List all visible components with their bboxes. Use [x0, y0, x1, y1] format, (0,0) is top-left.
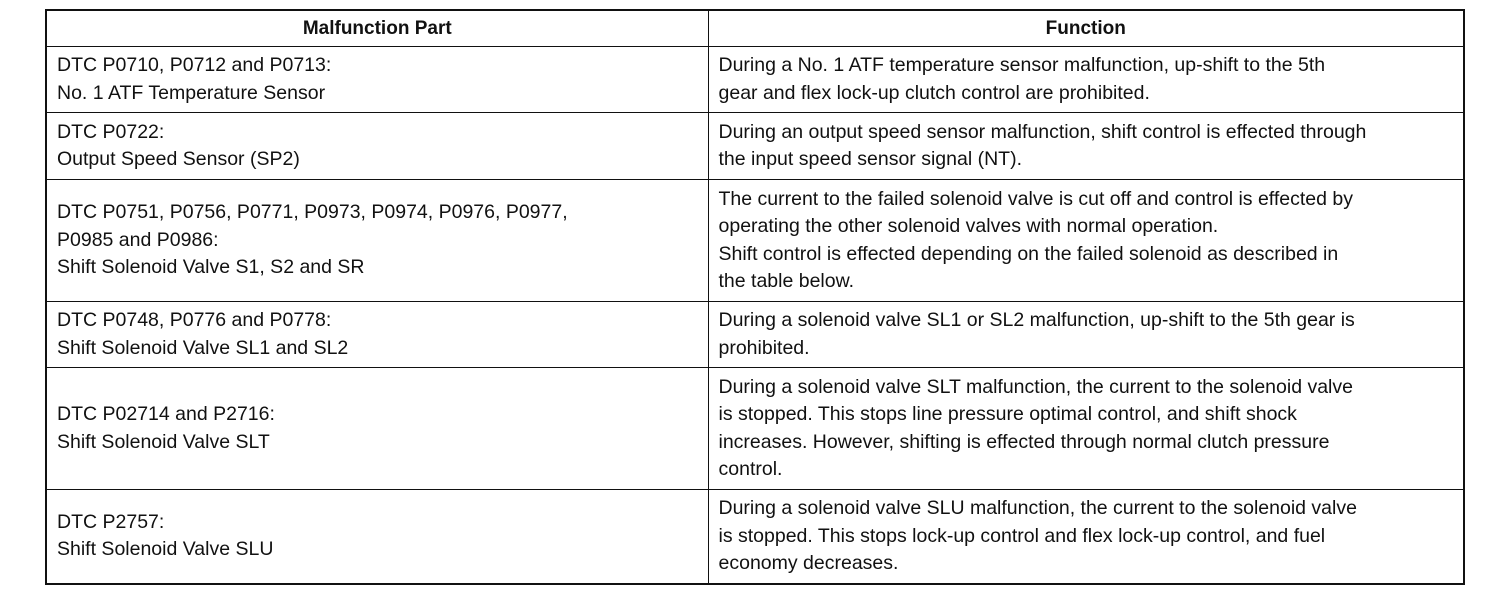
column-header-malfunction-part: Malfunction Part [46, 10, 708, 47]
part-line: DTC P2757: [57, 510, 165, 533]
table-row [46, 302, 1464, 368]
table-row [46, 490, 1464, 584]
part-line: Output Speed Sensor (SP2) [57, 148, 300, 170]
function-line: Shift control is effected depending on the failed solenoid as described in [718, 242, 1339, 265]
column-header-function: Function [708, 10, 1464, 47]
part-line: Shift Solenoid Valve SLU [57, 538, 274, 561]
part-line: DTC P0751, P0756, P0771, P0973, P0974, P0976, P0977, [57, 201, 568, 224]
function-line: During a solenoid valve SLU malfunction, the current to the solenoid valve [718, 497, 1357, 519]
part-line: Shift Solenoid Valve S1, S2 and SR [57, 256, 365, 279]
function-line: control. [718, 458, 783, 480]
malfunction-part-cell [46, 302, 708, 368]
malfunction-part-cell [46, 180, 708, 302]
function-cell [708, 368, 1464, 490]
function-line: prohibited. [718, 336, 810, 359]
malfunction-table [45, 9, 1465, 585]
part-line: DTC P0748, P0776 and P0778: [57, 309, 332, 331]
function-cell [708, 302, 1464, 368]
function-line: The current to the failed solenoid valve is cut off and control is effected by [718, 187, 1353, 210]
table-header-row [46, 10, 1464, 47]
function-cell [708, 47, 1464, 113]
function-line: During an output speed sensor malfunction, shift control is effected through [718, 120, 1367, 143]
function-line: is stopped. This stops line pressure optimal control, and shift shock [718, 403, 1297, 425]
table-row [46, 180, 1464, 302]
part-line: Shift Solenoid Valve SLT [57, 430, 270, 453]
function-line: During a solenoid valve SLT malfunction, the current to the solenoid valve [718, 375, 1353, 398]
function-line: gear and flex lock-up clutch control are prohibited. [718, 81, 1150, 104]
part-line: No. 1 ATF Temperature Sensor [57, 81, 326, 104]
part-line: DTC P02714 and P2716: [57, 403, 275, 425]
part-line: DTC P0722: [57, 120, 165, 143]
function-line: operating the other solenoid valves with normal operation. [718, 215, 1219, 237]
function-line: the input speed sensor signal (NT). [718, 148, 1022, 170]
malfunction-part-cell [46, 113, 708, 180]
function-line: During a No. 1 ATF temperature sensor malfunction, up-shift to the 5th [718, 54, 1326, 76]
malfunction-part-cell [46, 368, 708, 490]
function-line: is stopped. This stops lock-up control and flex lock-up control, and fuel [718, 524, 1326, 547]
function-line: increases. However, shifting is effected through normal clutch pressure [718, 430, 1330, 453]
function-line: economy decreases. [718, 552, 899, 574]
table-row [46, 47, 1464, 113]
function-cell [708, 113, 1464, 180]
table-row [46, 368, 1464, 490]
part-line: P0985 and P0986: [57, 228, 219, 251]
malfunction-part-cell [46, 490, 708, 584]
malfunction-part-cell [46, 47, 708, 113]
function-cell [708, 490, 1464, 584]
function-line: During a solenoid valve SL1 or SL2 malfunction, up-shift to the 5th gear is [718, 309, 1355, 331]
part-line: Shift Solenoid Valve SL1 and SL2 [57, 336, 349, 359]
table-row [46, 113, 1464, 180]
function-cell [708, 180, 1464, 302]
part-line: DTC P0710, P0712 and P0713: [57, 54, 332, 76]
function-line: the table below. [718, 270, 855, 292]
